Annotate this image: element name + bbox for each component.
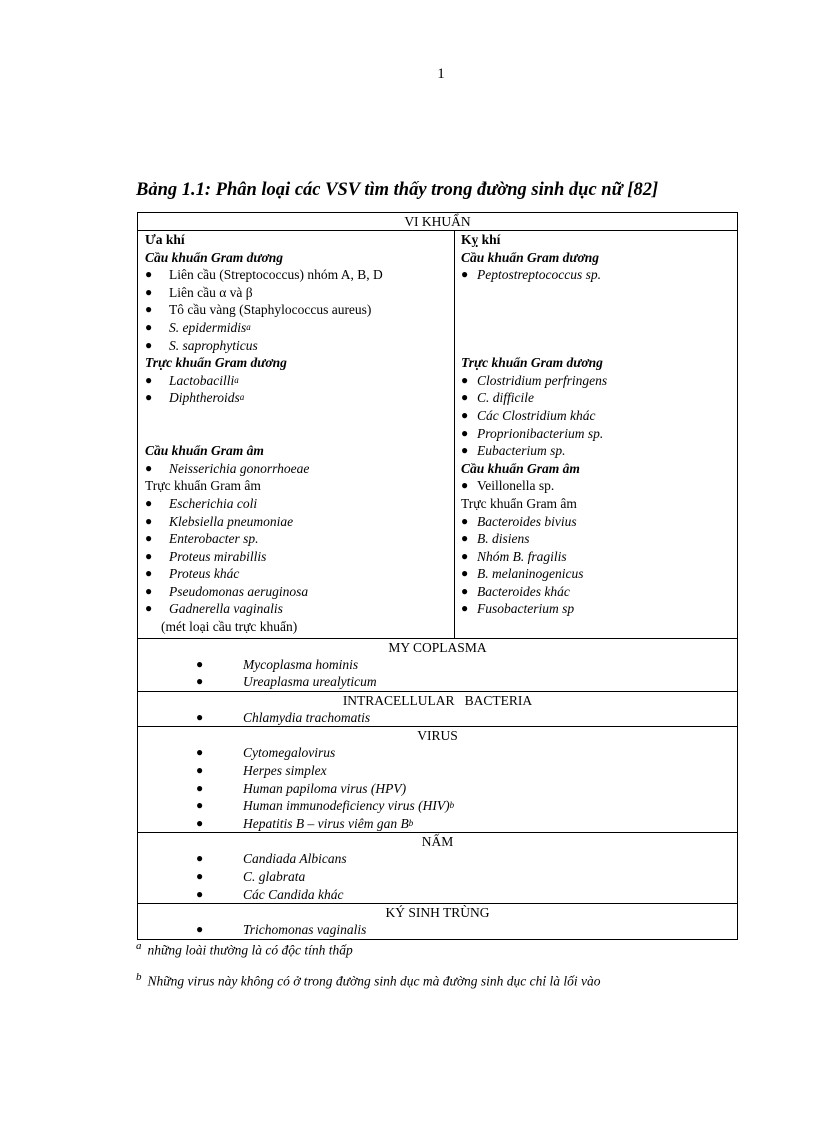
bullet-icon: ● — [145, 284, 153, 299]
list-item-text: B. melaninogenicus — [477, 566, 584, 582]
list-item-text: Human papiloma virus (HPV) — [243, 780, 407, 796]
list-item — [145, 337, 454, 355]
list-item-text: Klebsiella pneumoniae — [169, 513, 294, 529]
list-item — [145, 530, 454, 548]
list-item — [145, 389, 454, 407]
list-item — [196, 886, 737, 904]
list-item — [145, 548, 454, 566]
bullet-icon: ● — [145, 601, 153, 616]
bullet-icon: ● — [145, 495, 153, 510]
bullet-icon: ● — [461, 425, 469, 440]
list-item-text: Chlamydia trachomatis — [243, 709, 371, 725]
list-item-text: Các Clostridium khác — [477, 407, 596, 423]
footnote-a-mark: a — [136, 940, 142, 952]
list-item — [196, 656, 737, 674]
list-item-text: Enterobacter sp. — [169, 531, 259, 547]
list-item — [196, 850, 737, 868]
list-item — [461, 548, 737, 566]
list-item-text: Cytomegalovirus — [243, 745, 336, 761]
mycoplasma-section — [138, 639, 737, 692]
footnote-a — [136, 940, 353, 959]
list-item-text: Escherichia coli — [169, 495, 258, 511]
list-item — [461, 425, 737, 443]
list-item — [196, 921, 737, 939]
list-item — [145, 372, 454, 390]
bullet-icon: ● — [196, 815, 204, 830]
mycoplasma-header: MY COPLASMA — [388, 639, 487, 655]
anaerobic-column — [455, 231, 737, 638]
list-item — [196, 868, 737, 886]
bullet-icon: ● — [196, 851, 204, 866]
list-item — [145, 301, 454, 319]
list-item-text: Liên cầu (Streptococcus) nhóm A, B, D — [169, 267, 383, 283]
bullet-icon: ● — [196, 674, 204, 689]
spacer — [145, 425, 454, 443]
list-item-text: Bacteroides bivius — [477, 513, 577, 529]
bullet-icon: ● — [461, 478, 469, 493]
spacer — [461, 301, 737, 319]
table-title: Bảng 1.1: Phân loại các VSV tìm thấy trong đường sinh dục nữ [82] — [136, 180, 659, 200]
list-item-text: Proteus mirabillis — [169, 548, 267, 564]
list-item-text: Peptostreptococcus sp. — [477, 267, 601, 283]
list-item-text: Proteus khác — [169, 566, 240, 582]
intracellular-section — [138, 692, 737, 728]
aerobic-gram-neg-bacilli-heading: Trực khuẩn Gram âm — [145, 478, 261, 494]
bullet-icon: ● — [196, 763, 204, 778]
bullet-icon: ● — [461, 548, 469, 563]
list-item — [461, 583, 737, 601]
list-item-text: Trichomonas vaginalis — [243, 922, 367, 938]
fungi-section — [138, 833, 737, 904]
bullet-icon: ● — [196, 656, 204, 671]
list-item — [145, 266, 454, 284]
footnote-marker-b: b — [408, 817, 414, 828]
bullet-icon: ● — [461, 407, 469, 422]
footnote-b — [136, 971, 601, 990]
list-item-text: C. glabrata — [243, 869, 306, 884]
list-item-text: S. epidermidis — [169, 319, 247, 335]
list-item-text: S. saprophyticus — [169, 337, 258, 353]
list-item — [196, 709, 737, 727]
spacer — [461, 319, 737, 337]
bullet-icon: ● — [145, 302, 153, 317]
anaerobic-label: Kỵ khí — [461, 232, 501, 247]
fungi-header: NẤM — [421, 834, 454, 850]
bullet-icon: ● — [145, 460, 153, 475]
list-item — [461, 477, 737, 495]
list-item-text: Liên cầu α và β — [169, 284, 253, 300]
list-item-text: Gadnerella vaginalis — [169, 601, 283, 617]
anaerobic-gram-pos-cocci-heading: Cầu khuẩn Gram dương — [461, 249, 600, 265]
list-item — [145, 600, 454, 618]
parasites-section — [138, 904, 737, 939]
aerobic-gram-pos-cocci-heading: Cầu khuẩn Gram dương — [145, 249, 284, 265]
list-item — [461, 389, 737, 407]
bullet-icon: ● — [461, 443, 469, 458]
list-item — [145, 495, 454, 513]
list-item-text: Neisserichia gonorrhoeae — [169, 460, 310, 476]
bullet-icon: ● — [145, 267, 153, 282]
list-item — [196, 762, 737, 780]
classification-table — [137, 212, 738, 940]
list-item-text: Veillonella sp. — [477, 478, 555, 494]
spacer — [461, 284, 737, 302]
bullet-icon: ● — [461, 566, 469, 581]
list-item-text: C. difficile — [477, 390, 534, 406]
list-item-text: Proprionibacterium sp. — [477, 425, 604, 441]
list-item-text: Lactobacilli — [169, 372, 235, 388]
virus-section — [138, 727, 737, 833]
aerobic-gram-neg-cocci-heading: Cầu khuẩn Gram âm — [145, 443, 264, 459]
bullet-icon: ● — [461, 601, 469, 616]
footnote-a-text: những loài thường là có độc tính thấp — [147, 942, 353, 958]
bullet-icon: ● — [145, 513, 153, 528]
bullet-icon: ● — [145, 583, 153, 598]
spacer — [461, 337, 737, 355]
footnote-marker-a: a — [239, 392, 245, 403]
list-item — [196, 815, 737, 833]
bullet-icon: ● — [196, 798, 204, 813]
list-item-text: Human immunodeficiency virus (HIV) — [243, 798, 450, 814]
bullet-icon: ● — [145, 390, 153, 405]
list-item — [461, 513, 737, 531]
list-item — [145, 460, 454, 478]
list-item — [145, 284, 454, 302]
bullet-icon: ● — [145, 372, 153, 387]
list-item — [145, 583, 454, 601]
list-item — [196, 673, 737, 691]
list-item — [461, 372, 737, 390]
aerobic-label: Ưa khí — [145, 232, 185, 247]
virus-header: VIRUS — [417, 728, 458, 744]
bullet-icon: ● — [145, 566, 153, 581]
bullet-icon: ● — [145, 531, 153, 546]
bullet-icon: ● — [196, 886, 204, 901]
list-item-text: Fusobacterium sp — [477, 601, 575, 617]
list-item — [145, 565, 454, 583]
bullet-icon: ● — [145, 337, 153, 352]
list-item-text: Diphtheroids — [169, 390, 240, 406]
bullet-icon: ● — [196, 922, 204, 937]
parasites-header: KÝ SINH TRÙNG — [385, 905, 490, 921]
footnote-marker-a: a — [246, 321, 251, 332]
aerobic-column — [138, 231, 455, 638]
list-item — [145, 319, 454, 337]
list-item — [461, 407, 737, 425]
bullet-icon: ● — [461, 513, 469, 528]
list-item-text: Ureaplasma urealyticum — [243, 674, 377, 690]
list-item — [196, 744, 737, 762]
bacteria-section — [138, 231, 737, 639]
list-item — [196, 797, 737, 815]
footnote-marker-a: a — [234, 374, 239, 385]
aerobic-note: (mét loại cầu trực khuẩn) — [161, 619, 298, 635]
footnote-b-text: Những virus này không có ở trong đường sinh dục mà đường sinh dục chỉ là lối vào — [147, 973, 601, 989]
bullet-icon: ● — [461, 390, 469, 405]
list-item-text: Nhóm B. fragilis — [477, 548, 567, 564]
footnote-marker-b: b — [449, 800, 455, 811]
list-item-text: Các Candida khác — [243, 886, 344, 902]
list-item-text: Herpes simplex — [243, 763, 327, 779]
bullet-icon: ● — [145, 548, 153, 563]
anaerobic-gram-neg-bacilli-heading: Trực khuẩn Gram âm — [461, 495, 577, 511]
list-item-text: B. disiens — [477, 531, 530, 547]
spacer — [145, 407, 454, 425]
list-item-text: Pseudomonas aeruginosa — [169, 583, 309, 599]
list-item — [461, 266, 737, 284]
bullet-icon: ● — [196, 780, 204, 795]
list-item-text: Hepatitis B – virus viêm gan B — [243, 815, 409, 831]
bullet-icon: ● — [196, 745, 204, 760]
list-item — [145, 513, 454, 531]
anaerobic-gram-neg-cocci-heading: Cầu khuẩn Gram âm — [461, 460, 580, 476]
anaerobic-gram-pos-bacilli-heading: Trực khuẩn Gram dương — [461, 355, 603, 371]
list-item-text: Mycoplasma hominis — [243, 656, 359, 672]
intracellular-header: INTRACELLULAR BACTERIA — [342, 692, 533, 708]
list-item-text: Eubacterium sp. — [477, 443, 566, 459]
list-item-text: Candiada Albicans — [243, 851, 347, 867]
list-item — [461, 565, 737, 583]
bullet-icon: ● — [461, 372, 469, 387]
aerobic-gram-pos-bacilli-heading: Trực khuẩn Gram dương — [145, 355, 287, 371]
list-item-text: Tô cầu vàng (Staphylococcus aureus) — [169, 302, 372, 318]
list-item-text: Bacteroides khác — [477, 583, 570, 599]
bullet-icon: ● — [145, 319, 153, 334]
bullet-icon: ● — [196, 709, 204, 724]
list-item — [461, 600, 737, 618]
list-item — [461, 442, 737, 460]
list-item-text: Clostridium perfringens — [477, 372, 608, 388]
bullet-icon: ● — [196, 869, 204, 883]
bullet-icon: ● — [461, 531, 469, 546]
list-item — [196, 780, 737, 798]
page-number: 1 — [437, 66, 445, 82]
bacteria-header: VI KHUẨN — [138, 213, 737, 231]
footnote-b-mark: b — [136, 971, 142, 983]
bullet-icon: ● — [461, 267, 469, 282]
bullet-icon: ● — [461, 583, 469, 598]
list-item — [461, 530, 737, 548]
